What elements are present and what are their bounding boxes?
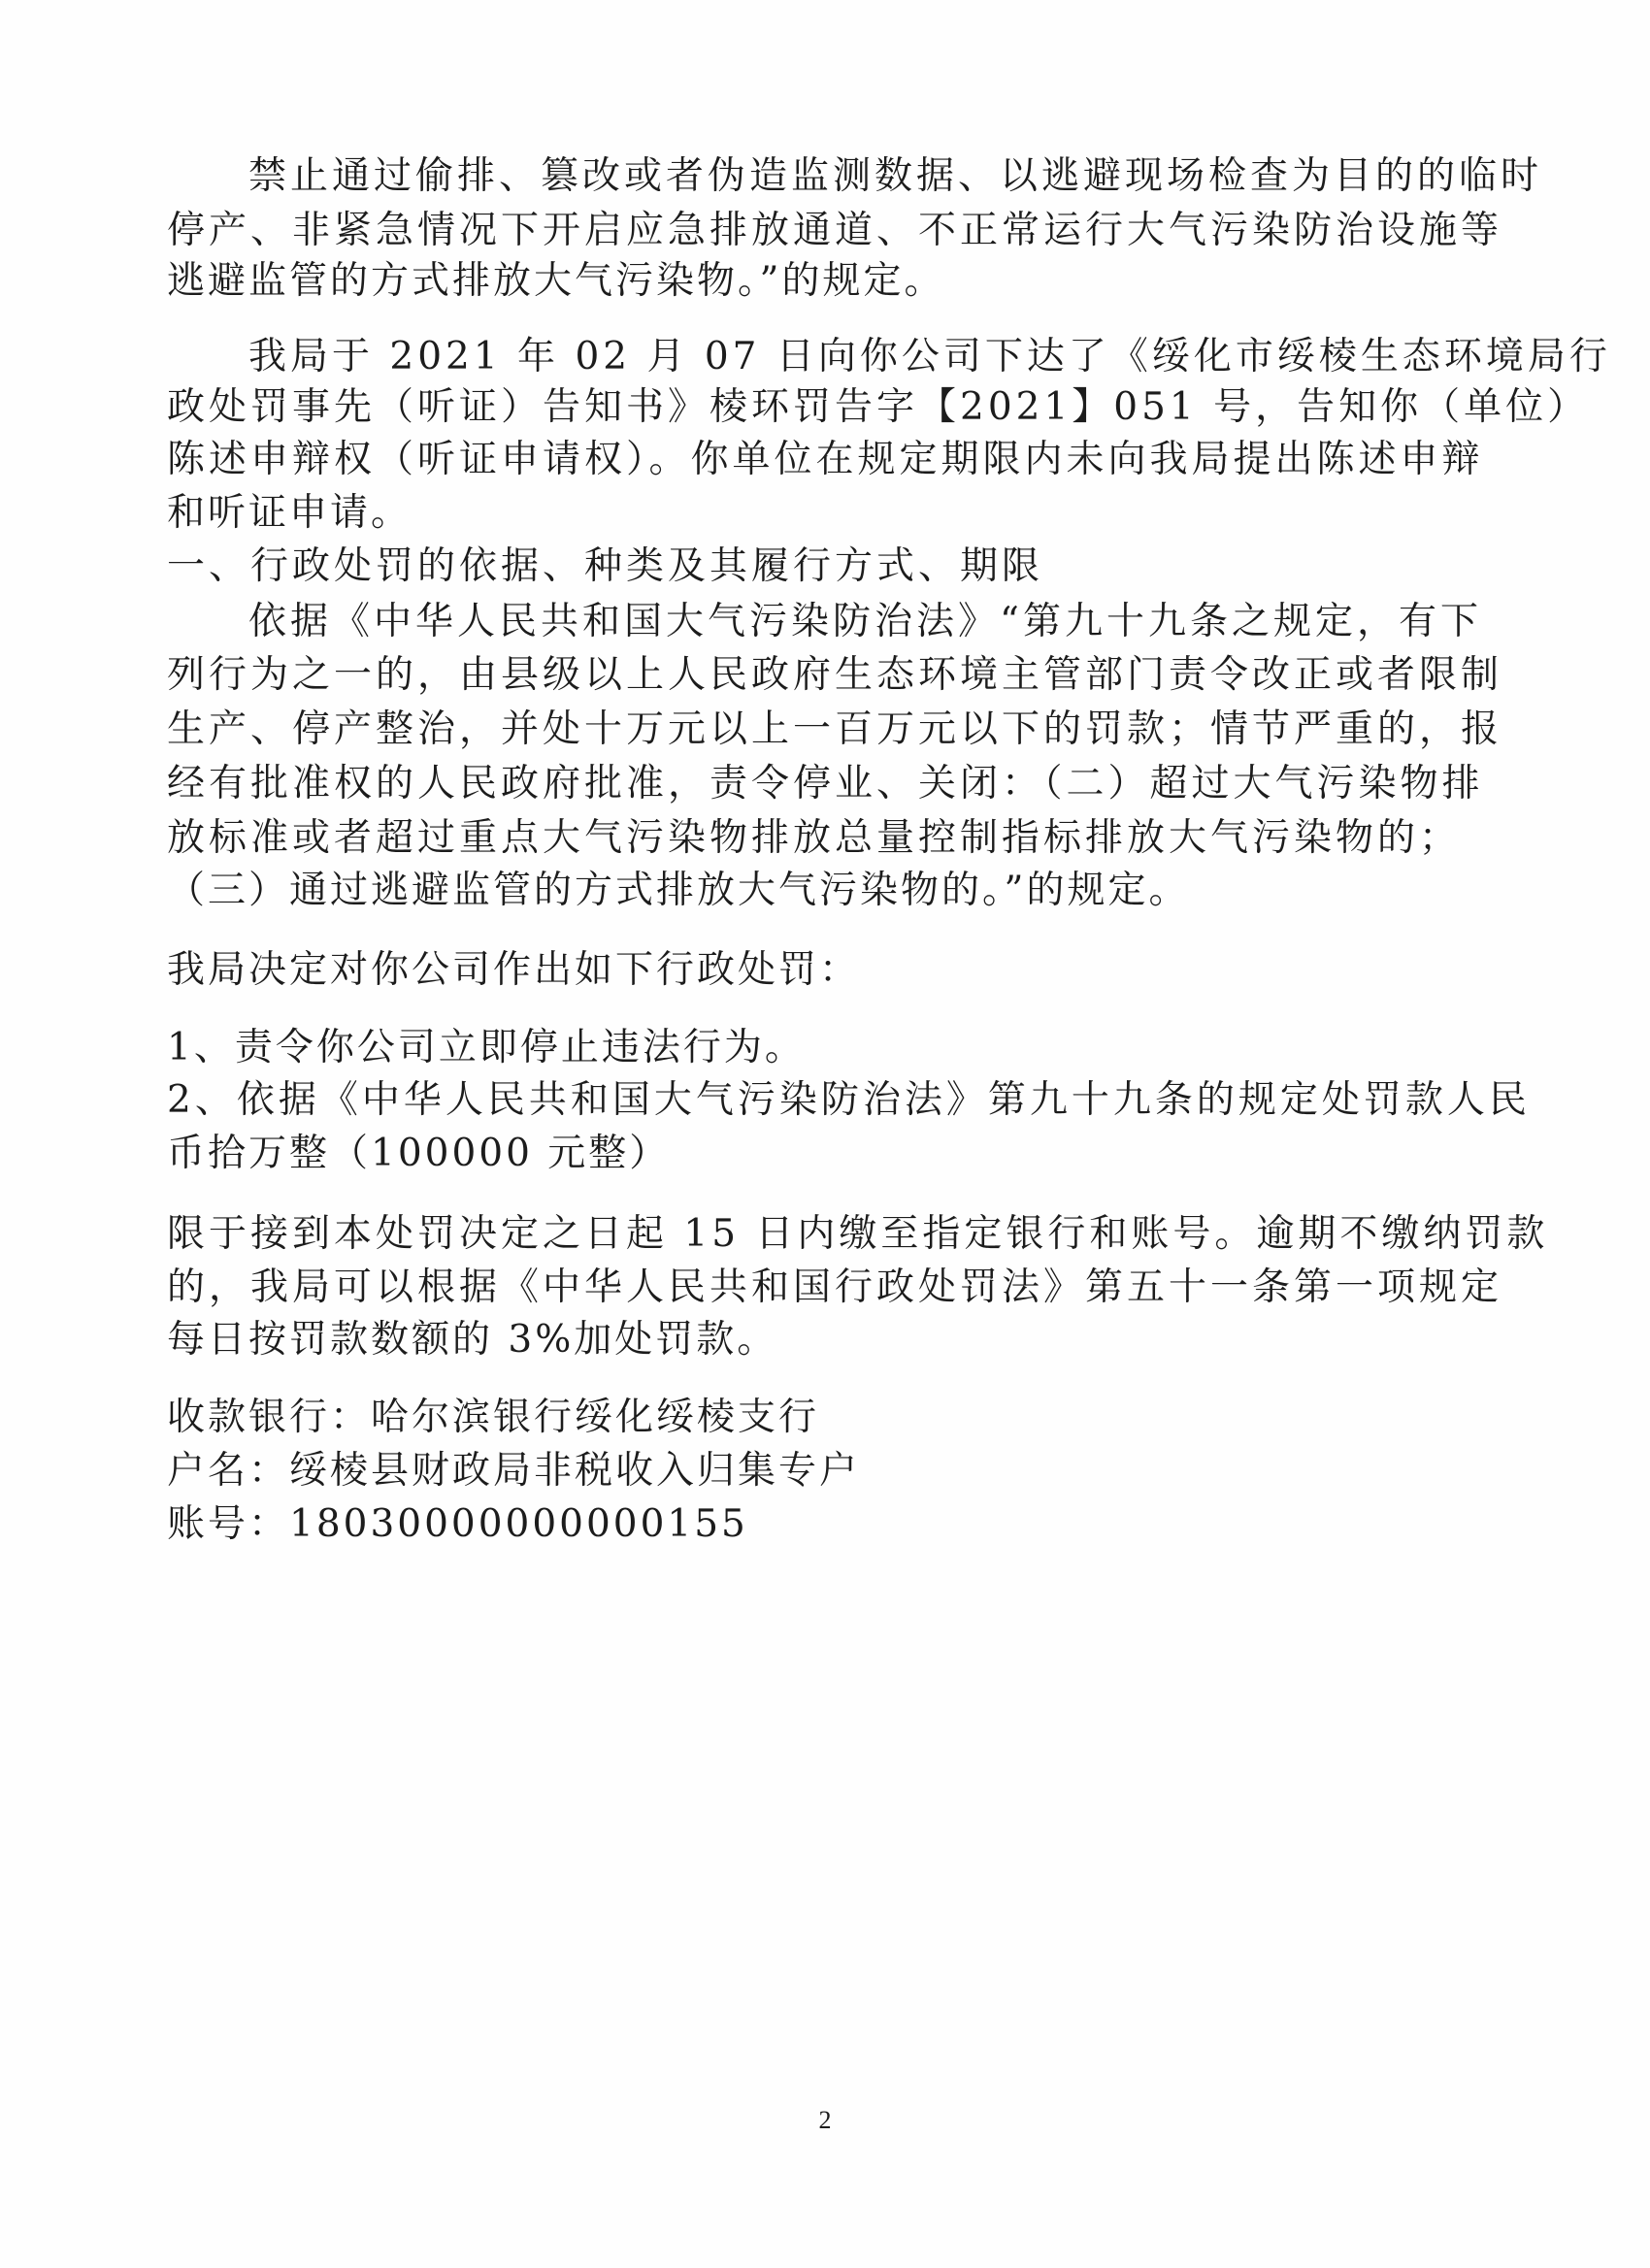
paragraph-payment-deadline-line-3: 每日按罚款数额的 3%加处罚款。	[167, 1318, 778, 1362]
paragraph-legal-basis-line-1: 依据《中华人民共和国大气污染防治法》“第九十九条之规定，有下	[248, 600, 1482, 643]
penalty-item-2-line-2: 币拾万整（100000 元整）	[167, 1132, 671, 1175]
paragraph-notice-line-3: 陈述申辩权（听证申请权）。你单位在规定期限内未向我局提出陈述申辩	[167, 438, 1484, 481]
paragraph-prohibition-line-2: 停产、非紧急情况下开启应急排放通道、不正常运行大气污染防治设施等	[167, 209, 1503, 252]
paragraph-prohibition-line-1: 禁止通过偷排、篡改或者伪造监测数据、以逃避现场检查为目的的临时	[248, 154, 1543, 198]
page-number: 2	[818, 2106, 832, 2134]
paragraph-notice-line-4: 和听证申请。	[167, 491, 412, 535]
paragraph-payment-deadline-line-2: 的，我局可以根据《中华人民共和国行政处罚法》第五十一条第一项规定	[167, 1265, 1503, 1309]
bank-name: 收款银行：哈尔滨银行绥化绥棱支行	[167, 1396, 820, 1439]
paragraph-legal-basis-line-4: 经有批准权的人民政府批准，责令停业、关闭：（二）超过大气污染物排	[167, 762, 1484, 805]
paragraph-prohibition-line-3: 逃避监管的方式排放大气污染物。”的规定。	[167, 259, 945, 303]
section-heading: 一、行政处罚的依据、种类及其履行方式、期限	[167, 544, 1044, 588]
paragraph-legal-basis-line-2: 列行为之一的，由县级以上人民政府生态环境主管部门责令改正或者限制	[167, 653, 1503, 697]
penalty-item-2-line-1: 2、依据《中华人民共和国大气污染防治法》第九十九条的规定处罚款人民	[167, 1078, 1531, 1122]
paragraph-legal-basis-line-6: （三）通过逃避监管的方式排放大气污染物的。”的规定。	[167, 869, 1190, 912]
paragraph-notice-line-1: 我局于 2021 年 02 月 07 日向你公司下达了《绥化市绥棱生态环境局行	[248, 335, 1611, 378]
account-number: 账号：18030000000000155	[167, 1502, 748, 1546]
paragraph-notice-line-2: 政处罚事先（听证）告知书》棱环罚告字【2021】051 号，告知你（单位）	[167, 385, 1590, 429]
account-name: 户名：绥棱县财政局非税收入归集专户	[167, 1449, 861, 1493]
paragraph-decision-intro: 我局决定对你公司作出如下行政处罚：	[167, 948, 861, 992]
paragraph-legal-basis-line-3: 生产、停产整治，并处十万元以上一百万元以下的罚款；情节严重的，报	[167, 707, 1503, 751]
paragraph-legal-basis-line-5: 放标准或者超过重点大气污染物排放总量控制指标排放大气污染物的；	[167, 816, 1462, 860]
paragraph-payment-deadline-line-1: 限于接到本处罚决定之日起 15 日内缴至指定银行和账号。逾期不缴纳罚款	[167, 1212, 1549, 1256]
penalty-item-1: 1、责令你公司立即停止违法行为。	[167, 1026, 806, 1069]
